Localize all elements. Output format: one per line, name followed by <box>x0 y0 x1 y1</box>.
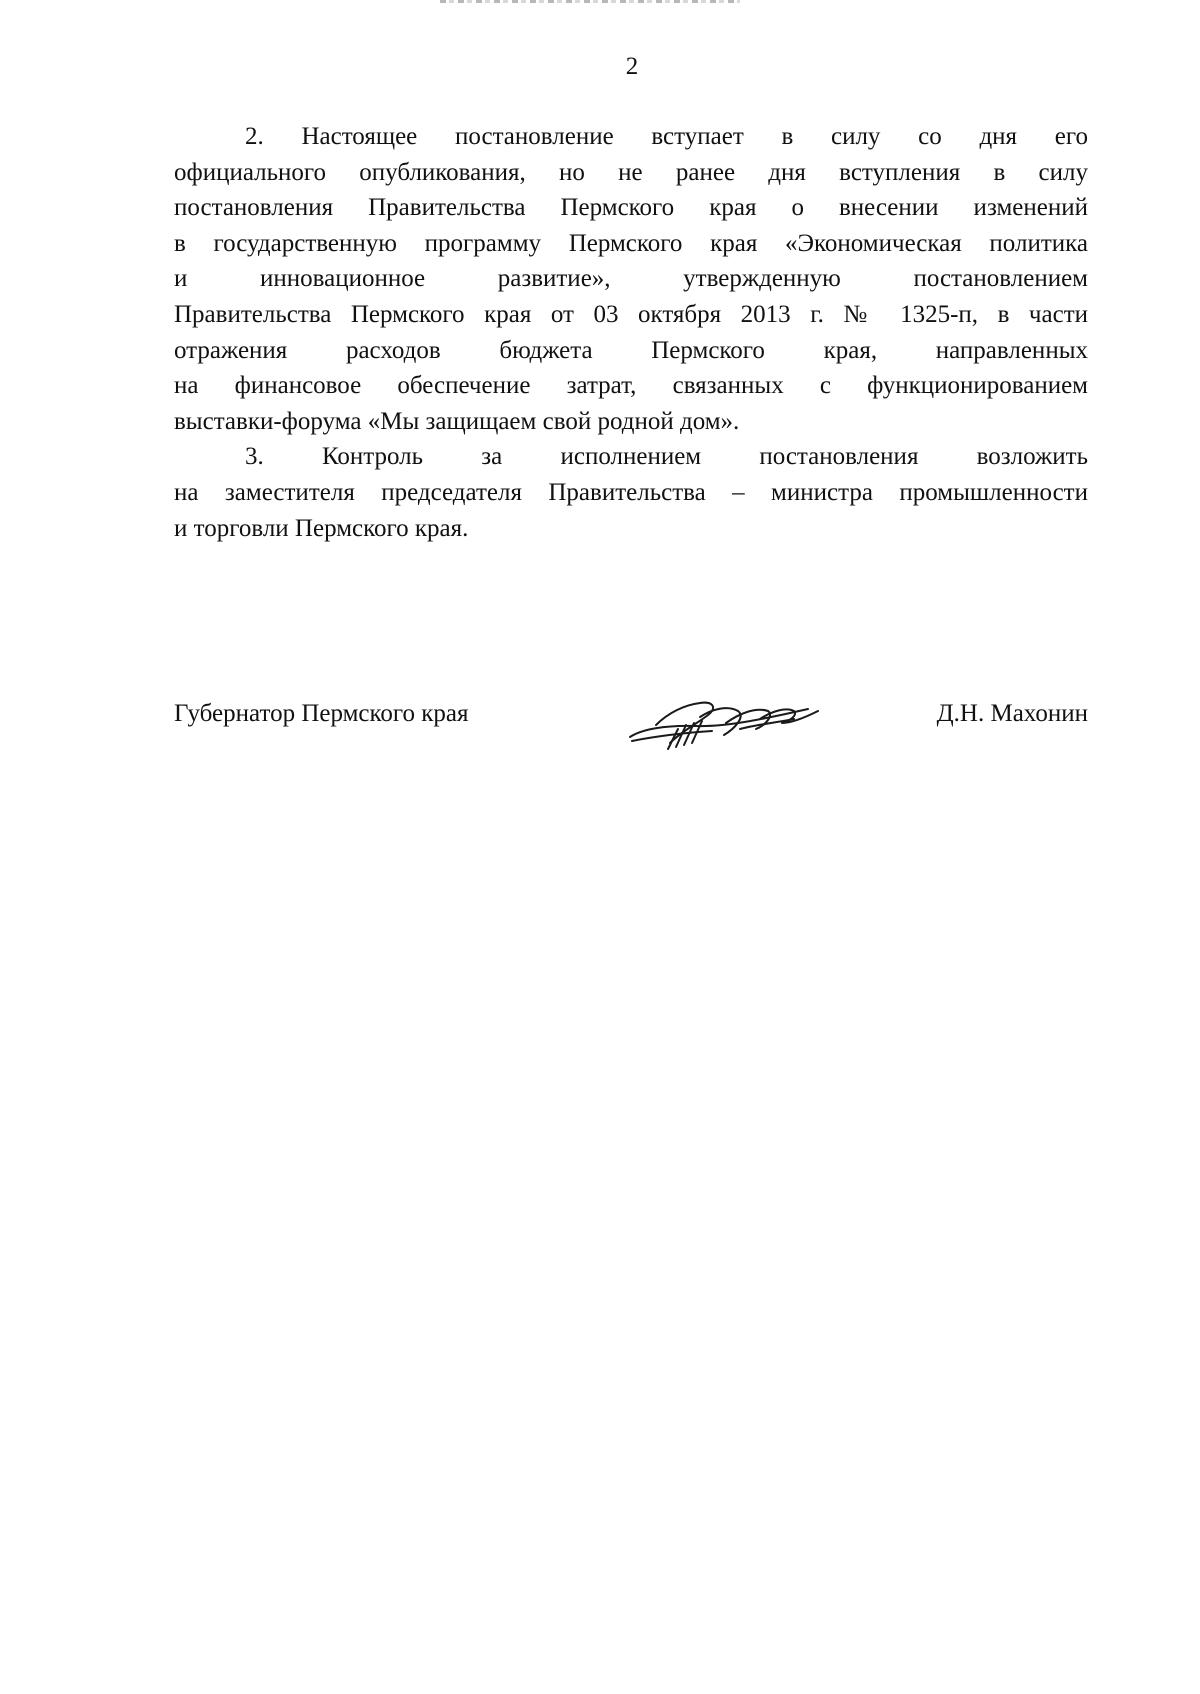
paragraph-2-line: в государственную программу Пермского края «Экономическая политика <box>174 229 1088 257</box>
paragraph-2-line: Правительства Пермского края от 03 октября 2013 г. № 1325-п, в части <box>174 300 1088 328</box>
scan-artifact-top-edge <box>440 0 740 3</box>
paragraph-2-line: 2. Настоящее постановление вступает в силу со дня его <box>245 123 1088 150</box>
paragraph-3-line: на заместителя председателя Правительства – министра промышленности <box>174 478 1088 506</box>
paragraph-2-line: отражения расходов бюджета Пермского края, направленных <box>174 336 1088 364</box>
paragraph-2-line: официального опубликования, но не ранее дня вступления в силу <box>174 158 1088 186</box>
paragraph-3 <box>174 439 1088 546</box>
signer-position: Губернатор Пермского края <box>174 700 469 727</box>
paragraph-3-line: и торговли Пермского края. <box>174 514 469 542</box>
paragraph-2-line: выставки-форума «Мы защищаем свой родной дом». <box>174 407 740 435</box>
paragraph-2-line: постановления Правительства Пермского края о внесении изменений <box>174 194 1088 222</box>
paragraph-2-line: на финансовое обеспечение затрат, связанных с функционированием <box>174 372 1088 400</box>
paragraph-2-line: и инновационное развитие», утвержденную постановлением <box>174 265 1088 293</box>
signer-name: Д.Н. Махонин <box>936 700 1088 727</box>
document-body <box>174 119 1088 546</box>
paragraph-3-line: 3. Контроль за исполнением постановления возложить <box>245 443 1088 471</box>
page-number: 2 <box>625 53 639 80</box>
handwritten-signature <box>622 685 832 757</box>
paragraph-2 <box>174 119 1088 439</box>
signature-block <box>174 694 1088 764</box>
